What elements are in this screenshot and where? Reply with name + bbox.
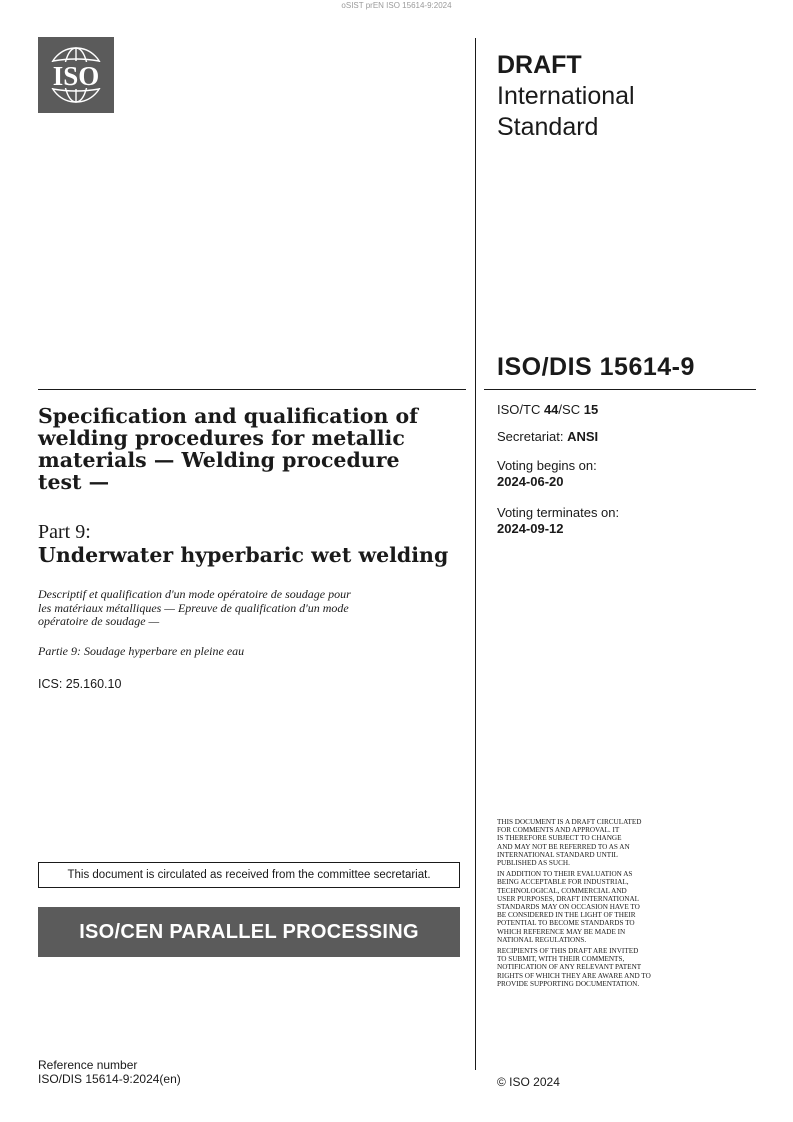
document-number: ISO/DIS 15614-9 — [497, 353, 695, 381]
disclaimer-line: FOR COMMENTS AND APPROVAL. IT — [497, 826, 620, 835]
voting-begins — [497, 458, 597, 490]
secretariat-label: Secretariat: — [497, 429, 568, 444]
committee — [497, 402, 598, 418]
circulation-notice: This document is circulated as received from the committee secretariat. — [38, 862, 460, 888]
disclaimer-line: BE CONSIDERED IN THE LIGHT OF THEIR — [497, 911, 636, 920]
disclaimer-line: PROVIDE SUPPORTING DOCUMENTATION. — [497, 979, 640, 988]
secretariat-value: ANSI — [567, 429, 599, 444]
disclaimer-paragraph-3 — [497, 947, 697, 988]
disclaimer-line: POTENTIAL TO BECOME STANDARDS TO — [497, 919, 635, 928]
voting-begins-date: 2024-06-20 — [497, 474, 564, 489]
tc-number: 44 — [543, 402, 559, 417]
draft-label-line3: Standard — [497, 113, 599, 141]
disclaimer-line: RECIPIENTS OF THIS DRAFT ARE INVITED — [497, 947, 639, 956]
reference-number — [38, 1059, 181, 1086]
voting-terminates-date: 2024-09-12 — [497, 521, 564, 536]
reference-value: ISO/DIS 15614-9:2024(en) — [38, 1071, 181, 1086]
voting-terminates-label: Voting terminates on: — [497, 505, 620, 520]
title-line1: Specification and qualification of — [38, 404, 418, 428]
copyright: © ISO 2024 — [497, 1075, 560, 1089]
disclaimer-line: TECHNOLOGICAL, COMMERCIAL AND — [497, 886, 627, 895]
disclaimer-line: IS THEREFORE SUBJECT TO CHANGE — [497, 834, 622, 843]
draft-disclaimer — [497, 818, 697, 991]
part-label: Part 9: — [38, 521, 91, 543]
draft-label-line1: DRAFT — [497, 51, 582, 79]
sc-number: 15 — [583, 402, 599, 417]
ics-code: ICS: 25.160.10 — [38, 677, 122, 691]
disclaimer-line: NATIONAL REGULATIONS. — [497, 935, 587, 944]
disclaimer-paragraph-1 — [497, 818, 697, 867]
column-divider — [475, 38, 476, 1070]
french-title-line3: opératoire de soudage — — [38, 614, 160, 628]
document-title — [38, 405, 458, 493]
reference-label: Reference number — [38, 1058, 138, 1072]
voting-terminates — [497, 505, 619, 537]
french-title-line1: Descriptif et qualification d'un mode opératoire de soudage pour — [38, 587, 351, 601]
disclaimer-line: WHICH REFERENCE MAY BE MADE IN — [497, 927, 626, 936]
draft-label-line2: International — [497, 82, 635, 110]
iso-logo — [38, 37, 114, 113]
disclaimer-line: STANDARDS MAY ON OCCASION HAVE TO — [497, 903, 640, 912]
header-watermark: oSIST prEN ISO 15614-9:2024 — [341, 1, 452, 10]
disclaimer-line: THIS DOCUMENT IS A DRAFT CIRCULATED — [497, 818, 642, 826]
left-rule — [38, 389, 466, 390]
disclaimer-line: PUBLISHED AS SUCH. — [497, 859, 570, 868]
sc-prefix: /SC — [558, 402, 584, 417]
disclaimer-line: USER PURPOSES, DRAFT INTERNATIONAL — [497, 894, 640, 903]
disclaimer-line: TO SUBMIT, WITH THEIR COMMENTS, — [497, 955, 625, 964]
title-line4: test — — [38, 470, 110, 494]
part-title: Underwater hyperbaric wet welding — [38, 543, 449, 567]
french-title — [38, 588, 458, 629]
french-title-line2: les matériaux métalliques — Epreuve de qualification d'un mode — [38, 600, 349, 615]
disclaimer-line: NOTIFICATION OF ANY RELEVANT PATENT — [497, 963, 642, 972]
right-rule — [484, 389, 756, 390]
title-line3: materials — Welding procedure — [38, 448, 400, 472]
disclaimer-paragraph-2 — [497, 870, 697, 944]
disclaimer-line: AND MAY NOT BE REFERRED TO AS AN — [497, 842, 630, 851]
iso-globe-logo-icon — [38, 37, 114, 113]
french-part-title: Partie 9: Soudage hyperbare en pleine eau — [38, 644, 245, 658]
title-line2: welding procedures for metallic — [38, 426, 405, 450]
parallel-processing-banner: ISO/CEN PARALLEL PROCESSING — [38, 907, 460, 957]
disclaimer-line: RIGHTS OF WHICH THEY ARE AWARE AND TO — [497, 971, 651, 980]
secretariat — [497, 429, 598, 445]
disclaimer-line: BEING ACCEPTABLE FOR INDUSTRIAL, — [497, 878, 629, 887]
draft-label — [497, 50, 635, 143]
tc-prefix: ISO/TC — [497, 402, 544, 417]
disclaimer-line: IN ADDITION TO THEIR EVALUATION AS — [497, 870, 633, 879]
voting-begins-label: Voting begins on: — [497, 458, 597, 473]
iso-logo-text: ISO — [52, 61, 100, 91]
disclaimer-line: INTERNATIONAL STANDARD UNTIL — [497, 850, 618, 859]
